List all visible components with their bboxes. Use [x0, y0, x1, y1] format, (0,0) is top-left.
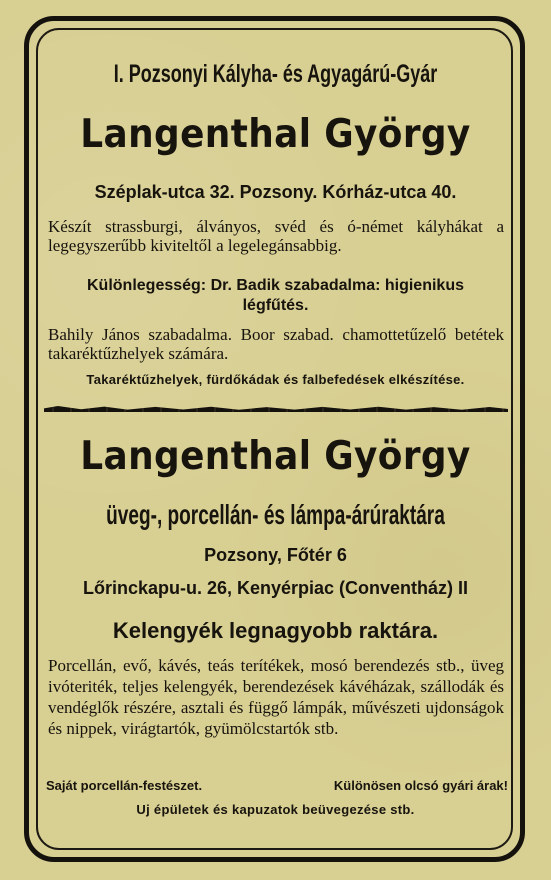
address-line: Széplak-utca 32. Pozsony. Kórház-utca 40.	[94, 182, 457, 202]
footer-right: Különösen olcsó gyári árak!	[333, 778, 508, 793]
footer-row	[46, 778, 508, 793]
top-title: Langenthal György	[80, 112, 471, 157]
footer-left: Saját porcellán-festészet.	[46, 778, 203, 793]
intro-paragraph: Készít strassburgi, álványos, svéd és ó-német kályhákat a legegyszerűbb kiviteltől a legelegánsabbig.	[48, 217, 504, 255]
final-line: Uj épületek és kapuzatok beüvegezése stb.	[136, 802, 415, 817]
top-footer: Takaréktűzhelyek, fürdőkádak és falbefedések elkészítése.	[86, 372, 465, 387]
second-address: Lőrinckapu-u. 26, Kenyérpiac (Conventház) II	[82, 578, 469, 598]
specialty-line-2: légfűtés.	[242, 297, 309, 314]
top-header: I. Pozsonyi Kályha- és Agyagárú-Gyár	[113, 60, 438, 88]
city-line: Pozsony, Főtér 6	[204, 545, 347, 565]
bottom-title: Langenthal György	[80, 434, 471, 479]
specialty-line-1: Különlegesség: Dr. Badik szabadalma: higienikus	[87, 277, 464, 294]
bottom-header: üveg-, porcellán- és lámpa-árúraktára	[106, 499, 445, 530]
slogan: Kelengyék legnagyobb raktára.	[112, 618, 439, 643]
patent-paragraph: Bahily János szabadalma. Boor szabad. chamottetűzelő betétek takaréktűzhelyek számára.	[48, 325, 504, 363]
bottom-paragraph: Porcellán, evő, kávés, teás terítékek, mosó berendezés stb., üveg ivóteriték, teljes kelengyék, berendezések kávéházak, szállodák és vendéglők részére, asztali és függő lámpák, művészeti ujdonságok és nippek, virágtartók, gyümölcstartók stb.	[48, 656, 504, 738]
